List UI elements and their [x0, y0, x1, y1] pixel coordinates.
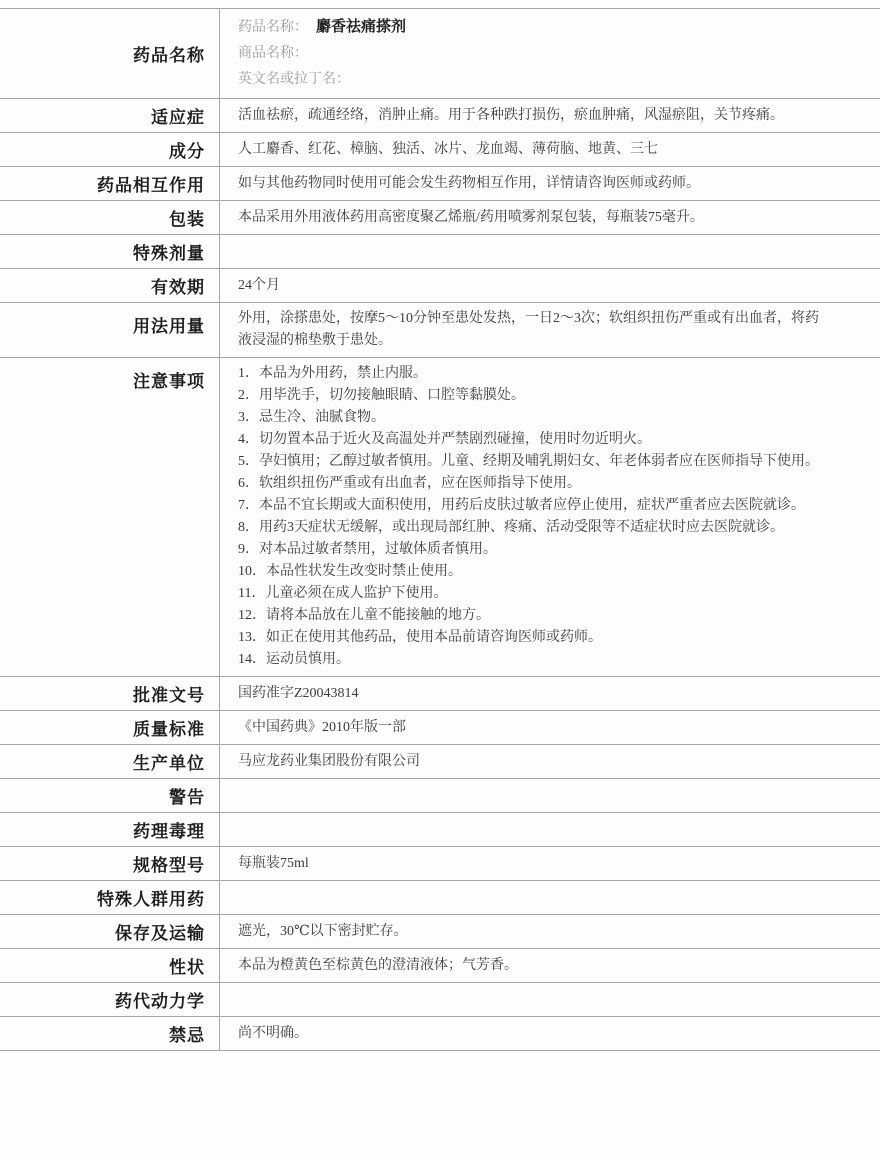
row-content-text: 《中国药典》2010年版一部: [238, 719, 406, 735]
row-content: [220, 9, 880, 99]
drug-info-table: [0, 8, 880, 1051]
row-content-text: 外用，涂搽患处，按摩5～10分钟至患处发热，一日2～3次；软组织扭伤严重或有出血者，将药液浸湿的棉垫敷于患处。: [238, 311, 819, 348]
row-content-text: 活血祛瘀，疏通经络，消肿止痛。用于各种跌打损伤，瘀血肿痛，风湿瘀阻，关节疼痛。: [238, 107, 784, 123]
row-content: [220, 847, 880, 881]
row-label: 禁忌: [0, 1017, 220, 1051]
row-content: [220, 269, 880, 303]
note-item: 11．儿童必须在成人监护下使用。: [238, 586, 448, 601]
row-content: [220, 915, 880, 949]
table-row: [0, 677, 880, 711]
note-item: 13．如正在使用其他药品，使用本品前请咨询医师或药师。: [238, 630, 602, 645]
row-content: [220, 167, 880, 201]
table-row: [0, 1017, 880, 1051]
row-content-text: 遮光，30℃以下密封贮存。: [238, 923, 408, 939]
field-key: 商品名称：: [238, 46, 308, 61]
row-content: [220, 201, 880, 235]
row-label: 有效期: [0, 269, 220, 303]
table-row: [0, 949, 880, 983]
table-row: [0, 847, 880, 881]
row-label: 规格型号: [0, 847, 220, 881]
row-label: 特殊剂量: [0, 235, 220, 269]
table-row: [0, 303, 880, 358]
row-content: [220, 983, 880, 1017]
row-label: 成分: [0, 133, 220, 167]
field-key: 药品名称：: [238, 20, 308, 35]
table-row: [0, 915, 880, 949]
row-content: [220, 99, 880, 133]
row-label: 保存及运输: [0, 915, 220, 949]
note-item: 3．忌生冷、油腻食物。: [238, 410, 385, 425]
table-row: [0, 235, 880, 269]
row-label: 药品名称: [0, 9, 220, 99]
row-label: 药理毒理: [0, 813, 220, 847]
table-row: [0, 711, 880, 745]
note-item: 10．本品性状发生改变时禁止使用。: [238, 564, 462, 579]
name-field-line: [238, 67, 820, 93]
row-content-text: 尚不明确。: [238, 1025, 308, 1041]
row-content: [220, 711, 880, 745]
name-field-line: [238, 14, 820, 41]
name-field-line: [238, 41, 820, 67]
row-content-text: 马应龙药业集团股份有限公司: [238, 753, 420, 769]
row-label: 注意事项: [0, 358, 220, 677]
table-row: [0, 779, 880, 813]
row-content: [220, 358, 880, 677]
table-body: [0, 9, 880, 1051]
row-label: 生产单位: [0, 745, 220, 779]
row-content-text: 如与其他药物同时使用可能会发生药物相互作用，详情请咨询医师或药师。: [238, 175, 700, 191]
row-content-text: [238, 14, 820, 93]
row-content-text: 国药准字Z20043814: [238, 685, 359, 701]
note-item: 12．请将本品放在儿童不能接触的地方。: [238, 608, 490, 623]
table-row: [0, 201, 880, 235]
row-content: [220, 235, 880, 269]
table-row: [0, 269, 880, 303]
row-label: 质量标准: [0, 711, 220, 745]
row-content-text: [238, 363, 820, 671]
row-label: 特殊人群用药: [0, 881, 220, 915]
row-content: [220, 813, 880, 847]
row-content-text: 本品为橙黄色至棕黄色的澄清液体；气芳香。: [238, 957, 518, 973]
note-item: 14．运动员慎用。: [238, 652, 350, 667]
note-item: 7．本品不宜长期或大面积使用，用药后皮肤过敏者应停止使用，症状严重者应去医院就诊。: [238, 498, 805, 513]
note-item: 9．对本品过敏者禁用，过敏体质者慎用。: [238, 542, 497, 557]
row-label: 批准文号: [0, 677, 220, 711]
row-content: [220, 779, 880, 813]
row-label: 用法用量: [0, 303, 220, 358]
note-item: 1．本品为外用药，禁止内服。: [238, 366, 427, 381]
note-item: 4．切勿置本品于近火及高温处并严禁剧烈碰撞，使用时勿近明火。: [238, 432, 651, 447]
field-key: 英文名或拉丁名：: [238, 72, 350, 87]
note-item: 6．软组织扭伤严重或有出血者，应在医师指导下使用。: [238, 476, 581, 491]
table-row: [0, 167, 880, 201]
row-label: 警告: [0, 779, 220, 813]
row-content: [220, 133, 880, 167]
field-value: 麝香祛痛搽剂: [316, 19, 407, 35]
row-content-text: 本品采用外用液体药用高密度聚乙烯瓶/药用喷雾剂泵包装，每瓶装75毫升。: [238, 209, 704, 225]
table-row: [0, 745, 880, 779]
row-content: [220, 303, 880, 358]
row-content: [220, 745, 880, 779]
note-item: 2．用毕洗手，切勿接触眼睛、口腔等黏膜处。: [238, 388, 525, 403]
row-content-text: 每瓶装75ml: [238, 855, 309, 871]
row-content: [220, 949, 880, 983]
table-row: [0, 358, 880, 677]
table-row: [0, 9, 880, 99]
table-row: [0, 813, 880, 847]
table-row: [0, 99, 880, 133]
table-row: [0, 983, 880, 1017]
row-label: 药品相互作用: [0, 167, 220, 201]
note-item: 5．孕妇慎用；乙醇过敏者慎用。儿童、经期及哺乳期妇女、年老体弱者应在医师指导下使用。: [238, 454, 819, 469]
row-label: 包装: [0, 201, 220, 235]
row-label: 药代动力学: [0, 983, 220, 1017]
table-row: [0, 881, 880, 915]
row-content: [220, 677, 880, 711]
row-content-text: 24个月: [238, 277, 280, 293]
table-row: [0, 133, 880, 167]
row-label: 性状: [0, 949, 220, 983]
row-content-text: 人工麝香、红花、樟脑、独活、冰片、龙血竭、薄荷脑、地黄、三七: [238, 141, 658, 157]
row-label: 适应症: [0, 99, 220, 133]
row-content: [220, 1017, 880, 1051]
note-item: 8．用药3天症状无缓解，或出现局部红肿、疼痛、活动受限等不适症状时应去医院就诊。: [238, 520, 784, 535]
row-content: [220, 881, 880, 915]
